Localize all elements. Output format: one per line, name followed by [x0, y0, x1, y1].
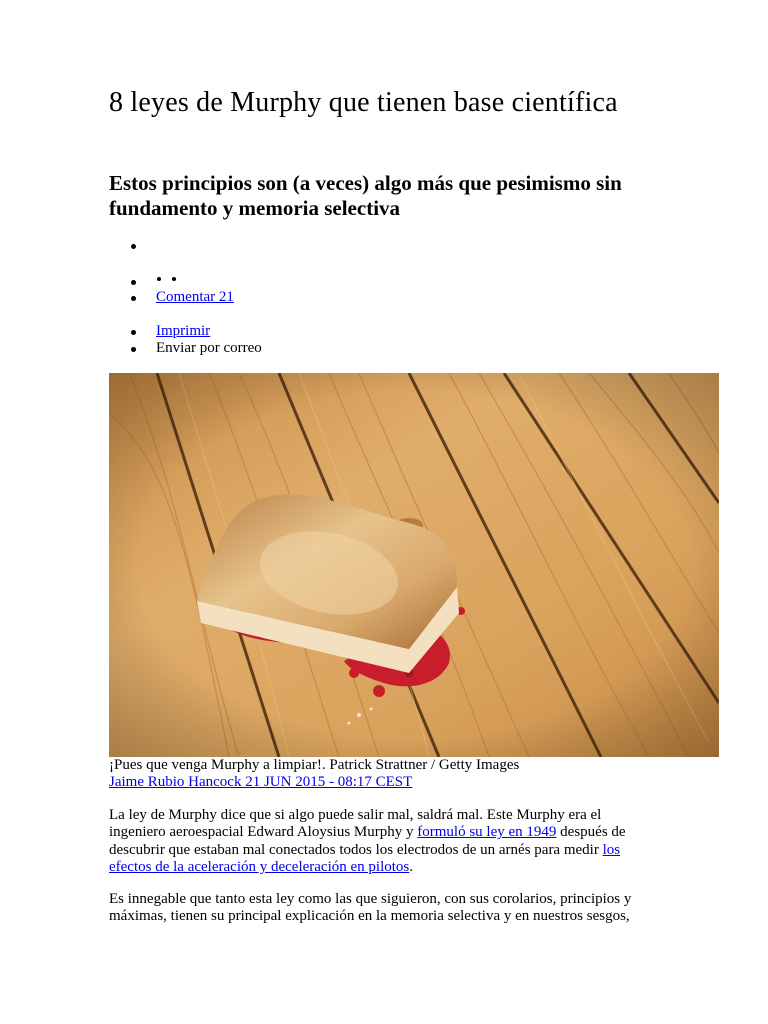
article-photo — [109, 373, 719, 757]
bullet-icon — [131, 347, 136, 352]
share-dot-icon[interactable] — [172, 277, 176, 281]
article-subtitle: Estos principios son (a veces) algo más que pesimismo sin fundamento y memoria selectiva — [109, 171, 622, 220]
bullet-icon — [131, 330, 136, 335]
body-paragraph-1 — [109, 807, 654, 876]
paragraph-line — [109, 842, 654, 859]
acceleration-link-start[interactable]: los — [602, 841, 621, 858]
paragraph-text: descubrir que estaban mal conectados todos los electrodos de un arnés para medir — [109, 841, 603, 858]
bullet-icon — [131, 296, 136, 301]
acceleration-link[interactable]: efectos de la aceleración y deceleración en pilotos — [109, 858, 410, 875]
paragraph-line — [109, 859, 654, 876]
photo-caption: ¡Pues que venga Murphy a limpiar!. Patrick Strattner / Getty Images — [109, 757, 520, 773]
paragraph-text: . — [409, 858, 414, 875]
paragraph-line: La ley de Murphy dice que si algo puede salir mal, saldrá mal. Este Murphy era el — [109, 807, 602, 823]
author-byline[interactable]: Jaime Rubio Hancock 21 JUN 2015 - 08:17 CEST — [109, 774, 413, 790]
paragraph-line: Es innegable que tanto esta ley como las que siguieron, con sus corolarios, principios y — [109, 891, 632, 907]
paragraph-line — [109, 824, 654, 841]
email-label: Enviar por correo — [156, 340, 262, 356]
bullet-icon — [131, 244, 136, 249]
paragraph-line: máximas, tienen su principal explicación en la memoria selectiva y en nuestros sesgos, — [109, 908, 630, 925]
bullet-icon — [131, 280, 136, 285]
body-paragraph-2 — [109, 891, 654, 926]
formulation-link[interactable]: formuló su ley en 1949 — [417, 824, 557, 841]
article-title: 8 leyes de Murphy que tienen base científica — [109, 87, 618, 118]
paragraph-text: después de — [556, 824, 626, 841]
print-link[interactable]: Imprimir — [156, 323, 211, 339]
paragraph-text: ingeniero aeroespacial Edward Aloysius Murphy y — [109, 824, 418, 841]
share-dot-icon[interactable] — [157, 277, 161, 281]
comment-link[interactable]: Comentar 21 — [156, 289, 234, 305]
